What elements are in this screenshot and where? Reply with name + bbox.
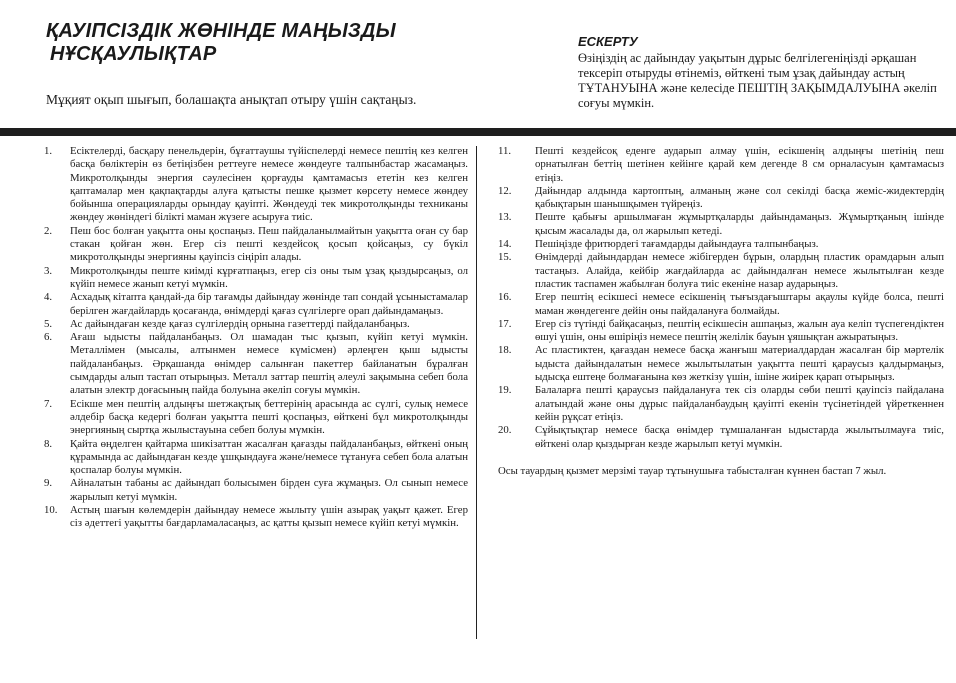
item-number: 3.: [44, 264, 53, 277]
warning-box: [578, 34, 948, 111]
item-text: Ағаш ыдысты пайдаланбаңыз. Ол шамадан тыс қызып, күйіп кетуі мүмкін. Металлімен (мысалы, алтынмен немесе күмісмен) әрлеңген қыш ыдысты пайдаланбаңыз. Әрқашанда өнімдер салынған пакеттер байланатын бұралған сымдарды алып тастап отырыңыз. Металл заттар пештің әлеулі зақымына себеп бола алатын электр доғасының пайда болуына әкеліп соғуы мүмкін.: [70, 331, 468, 397]
item-number: 13.: [498, 211, 512, 224]
item-number: 4.: [44, 291, 53, 304]
item-text: Пеш бос болған уақытта оны қоспаңыз. Пеш пайдаланылмайтын уақытта оған су бар стакан қойған жөн. Егер сіз пешті кездейсоқ қосып қойсаңыз, су бүкіл микротолқынды энергияны қауіпсіз сіңіріп алады.: [70, 224, 468, 264]
item-text: Астың шағын көлемдерін дайындау немесе жылыту үшін азырақ уақыт қажет. Егер сіз әдеттегі уақытты бағдарламаласаңыз, ас қатты қызып немесе күйіп кетуі мүмкін.: [70, 504, 468, 530]
list-item: [498, 291, 944, 318]
list-item: [44, 291, 468, 318]
list-item: [498, 424, 944, 451]
item-text: Есіктелерді, басқару пенельдерін, бұғаттаушы түйіспелерді немесе пештің кез келген басқа бөліктерін өз бетіңізбен реттеуге немесе жөндеуге талпынбастар жасамаңыз. Микротолқынды энергия сәулесінен қорғауды қамтамасыз ететін кез келген қаптамалар мен қақпақтарды алуға қатысты пешке қызмет көрсету немесе жөндеу бойынша операцияларды орындау қауіпті. Жөндеуді тек микротолқынды техниканы жөндеу жөніндегі білікті маман жүзеге асыруға тиіс.: [70, 145, 468, 224]
item-text: Микротолқынды пеште киімді кұрғатпаңыз, егер сіз оны тым ұзақ қыздырсаңыз, ол күйіп немесе жанып кетуі мүмкін.: [70, 264, 468, 290]
item-text: Егер пештің есікшесі немесе есікшенің тығыздағыштары ақаулы күйде болса, пешті маман жөндегенге дейін оны пайдалануға болмайды.: [535, 291, 944, 317]
list-item: [44, 504, 468, 531]
item-number: 15.: [498, 251, 512, 264]
item-number: 18.: [498, 344, 512, 357]
item-text: Өнімдерді дайындардан немесе жібігерден бұрын, олардың пластик орамдарын алып тастаңыз. Алайда, кейбір жағдайларда ас дайындалған немесе жылытылған кезде пластик таспамен жабылған болуға тиіс екеніне назар аударыңыз.: [535, 251, 944, 290]
item-number: 8.: [44, 437, 53, 450]
item-text: Ас пластиктен, қағаздан немесе басқа жанғыш материалдардан жасалған бір мәртелік ыдыста дайындалатын немесе жылытылатын уақытта пешті қараусыз қалдырмаңыз, ыдысқа ештеңе болмағанына көз жеткізу үшін, ішіне жиірек қарап отырыңыз.: [535, 344, 944, 384]
page-title-line-2: НҰСҚАУЛЫҚТАР: [50, 43, 217, 65]
item-text: Сұйықтықтар немесе басқа өнімдер тұмшаланған ыдыстарда жылытылмауға тиіс, өйткені олар қыздырған кезде жарылып кетуі мүмкін.: [535, 424, 944, 450]
item-number: 16.: [498, 291, 512, 304]
list-item: [498, 185, 944, 212]
item-number: 20.: [498, 424, 512, 437]
list-item: [44, 438, 468, 478]
item-text: Дайындар алдында картоптың, алманың және сол секілді басқа жеміс-жидектердің қабықтарын шанышқымен түйреңіз.: [535, 184, 944, 211]
item-text: Айналатын табаны ас дайындап болысымен бірден суға жұмаңыз. Ол сынып немесе жарылып кетуі мүмкін.: [70, 477, 468, 503]
list-item: [44, 318, 468, 331]
list-item: [498, 344, 944, 384]
list-item: [498, 211, 944, 238]
item-text: Ас дайындаған кезде қағаз сүлгілердің орнына газеттерді пайдаланбаңыз.: [70, 317, 410, 330]
subtitle: Мұқият оқып шығып, болашақта анықтап отыру үшін сақтаңыз.: [46, 92, 417, 107]
column-divider: [476, 146, 477, 639]
item-number: 1.: [44, 145, 53, 157]
list-item: [44, 331, 468, 397]
item-text: Асхадық кітапта қандай-да бір тағамды дайындау жөнінде тап сондай ұсыныстамалар берілген жағдайлардь қосағанда, өнімдерді қағаз сүлгілерге орап дайындамаңыз.: [70, 291, 468, 317]
right-column: [498, 145, 944, 478]
item-number: 5.: [44, 317, 53, 330]
item-number: 11.: [498, 145, 512, 157]
header-divider: [0, 128, 956, 136]
item-text: Пеште қабығы аршылмаған жұмыртқаларды дайындамаңыз. Жұмыртқаның ішінде қысым жасалады да, ол жарылып кетеді.: [535, 211, 944, 237]
item-number: 19.: [498, 384, 512, 397]
list-item: [498, 251, 944, 291]
item-number: 7.: [44, 397, 53, 410]
item-number: 17.: [498, 317, 512, 330]
item-text: Балаларға пешті қараусыз пайдалануға тек сіз оларды сөби пешті қауіпсіз пайдалана алатындай және оны дұрыс пайдаланбаудың қауіпті екенін түсінетіндей үйреткеннен кейін рұқсат етіңіз.: [535, 384, 944, 423]
page-title: [46, 20, 516, 66]
item-text: Қайта өңделген қайтарма шикізаттан жасалған қағазды пайдаланбаңыз, өйткені оның құрамында ас дайындаған кезде ұшқындауға және/немесе тұтануға себеп бола алатын қоспалар болуы мүмкін.: [70, 437, 468, 477]
left-column: [44, 145, 468, 531]
item-number: 12.: [498, 184, 512, 197]
item-number: 6.: [44, 331, 53, 344]
list-item: [44, 398, 468, 438]
page-title-line-1: ҚАУІПСІЗДІК ЖӨНІНДЕ МАҢЫЗДЫ: [46, 20, 396, 42]
warning-title: ЕСКЕРТУ: [578, 34, 638, 49]
service-life-note: Осы тауардың қызмет мерзімі тауар тұтынушыға табысталған күннен бастап 7 жыл.: [498, 464, 887, 477]
list-item: [498, 145, 944, 185]
item-number: 9.: [44, 477, 53, 490]
item-number: 10.: [44, 504, 58, 517]
item-text: Пешті кездейсоқ еденге аударып алмау үшін, есікшенің алдыңғы шетінің пеш орнатылған беттің шетінен кейінге қарай кем дегенде 8 см орналасуын қамтамасыз етіңіз.: [535, 145, 944, 184]
list-item: [44, 225, 468, 265]
list-item: [44, 477, 468, 504]
list-item: [498, 318, 944, 345]
list-item: [44, 265, 468, 292]
item-number: 2.: [44, 224, 53, 237]
item-text: Есікше мен пештің алдыңғы шетжақтық беттерінің арасында ас сүлгі, сулық немесе әлдебір басқа кедергі болған уақытта пешті қоспаңыз, өйткені бұл микротолқынды энергияның сыртқа жылыстауына себеп болуы мүмкін.: [70, 397, 468, 437]
item-number: 14.: [498, 238, 512, 251]
list-item: [44, 145, 468, 225]
list-item: [498, 384, 944, 424]
item-text: Егер сіз түтінді байқасаңыз, пештің есікшесін ашпаңыз, жалын ауа келіп түспегендіктен өшуі үшін, оны өшіріңіз немесе пештің желілік бауын ұяшықтан ажыратыңыз.: [535, 317, 944, 344]
item-text: Пешіңізде фритюрдегі тағамдарды дайындауға талпынбаңыз.: [535, 238, 819, 251]
warning-text: Өзіңіздің ас дайындау уақытын дұрыс белгілегеніңізді әрқашан тексеріп отыруды өтінеміз, өйткені тым ұзақ дайындау астың ТҰТАНУЫНА және келесіде ПЕШТІҢ ЗАҚЫМДАЛУЫНА әкеліп соғуы мүмкін.: [578, 51, 937, 110]
list-item: [498, 238, 944, 251]
